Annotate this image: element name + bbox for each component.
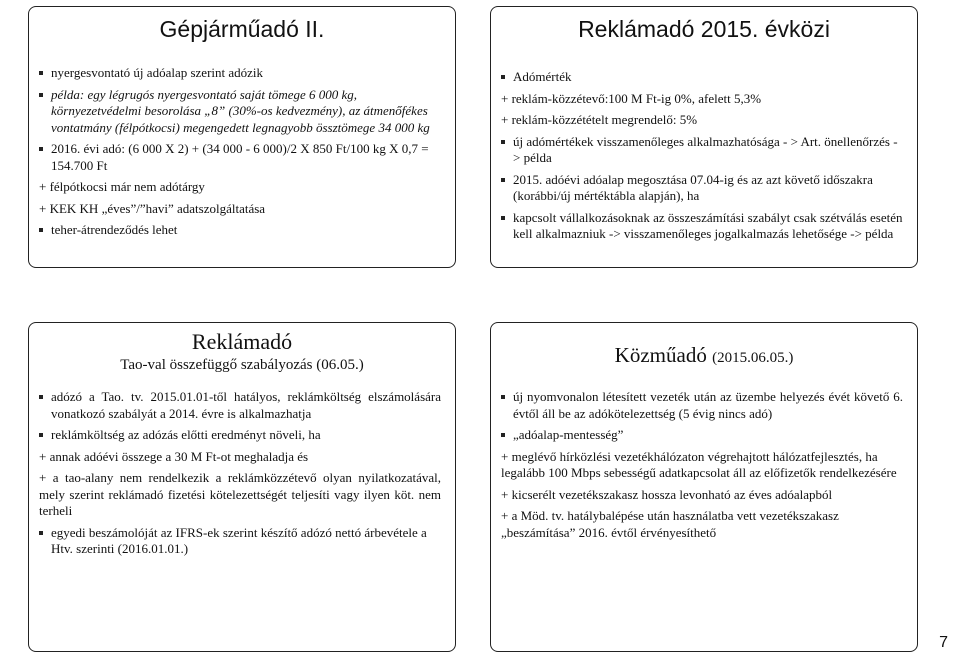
list-item: 2015. adóévi adóalap megosztása 07.04-ig és az azt követő időszakra (korábbi/új mértéktábla alapján), ha [491,172,917,205]
list-item: + KEK KH „éves”/”havi” adatszolgáltatása [39,200,266,216]
slide-reklamado-evkozi [490,6,918,268]
list-item: új nyomvonalon létesített vezeték után az üzembe helyezés évét követő 6. évtől áll be az adókötelezettség (5 évig nincs adó) [491,389,917,422]
list-item: + félpótkocsi már nem adótárgy [39,179,205,194]
slide-title-text: Közműadó [614,343,707,367]
list-item: + a tao-alany nem rendelkezik a reklámközzétevő olyan nyilatkozatával, mely szerint reklámadó fizetési kötelezettségét teljesíti vagy ilyen köt. nem terheli [39,470,441,518]
list-item: egyedi beszámolóját az IFRS-ek szerint készítő adózó nettó árbevétele a Htv. szerinti (2016.01.01.) [29,525,455,558]
slide-title: Reklámadó [191,329,293,354]
slide-reklamado-tao [28,322,456,652]
slide-title-date: (2015.06.05.) [712,350,794,366]
list-item: nyergesvontató új adóalap szerint adózik [29,65,455,82]
list-item: + meglévő hírközlési vezetékhálózaton végrehajtott hálózatfejlesztés, ha legalább 100 Mbps sebességű adatkapcsolat áll az előfizetők rendelkezésére [501,448,897,480]
list-item: Adómérték [491,69,917,86]
list-item: példa: egy légrugós nyergesvontató saját tömege 6 000 kg, környezetvédelmi besorolása „8” (30%-os kedvezmény), az átmenőfékes vontatmány (félpótkocsi) megengedett legnagyobb össztömege 34 000 kg [29,87,455,137]
list-item: + kicserélt vezetékszakasz hossza levonható az éves adóalapból [501,486,833,502]
slide-title: Reklámadó 2015. évközi [578,16,830,42]
bullet-list [491,69,917,248]
slide-subtitle: Tao-val összefüggő szabályozás (06.05.) [120,357,364,373]
list-item: + reklám-közzétételt megrendelő: 5% [501,112,698,127]
list-item: teher-átrendeződés lehet [29,222,455,239]
list-item: új adómértékek visszamenőleges alkalmazhatósága - > Art. önellenőrzés -> példa [491,134,917,167]
slide-kozmuado [490,322,918,652]
list-item: reklámköltség az adózás előtti eredményt növeli, ha [29,427,455,444]
bullet-list [491,389,917,546]
list-item: „adóalap-mentesség” [491,427,917,444]
slide-title: Gépjárműadó II. [159,16,325,42]
list-item: 2016. évi adó: (6 000 X 2) + (34 000 - 6 000)/2 X 850 Ft/100 kg X 0,7 = 154.700 Ft [29,141,455,174]
bullet-list [29,65,455,244]
list-item: kapcsolt vállalkozásoknak az összeszámítási szabályt csak szétválás esetén kell alkalmazniuk -> visszamenőleges jogalkalmazás lehetősége -> példa [491,210,917,243]
list-item: + annak adóévi összege a 30 M Ft-ot meghaladja és [39,448,309,464]
page-number: 7 [939,634,948,651]
list-item: + reklám-közzétevő:100 M Ft-ig 0%, afelett 5,3% [501,90,762,106]
slide-gepjarmuado [28,6,456,268]
list-item: adózó a Tao. tv. 2015.01.01-től hatályos, reklámköltség elszámolására vonatkozó szabályát a 2014. évre is alkalmazhatja [29,389,455,422]
slide-title [491,343,917,368]
bullet-list [29,389,455,563]
list-item: + a Möd. tv. hatálybalépése után használatba vett vezetékszakasz „beszámítása” 2016. évtől érvényesíthető [501,508,839,540]
